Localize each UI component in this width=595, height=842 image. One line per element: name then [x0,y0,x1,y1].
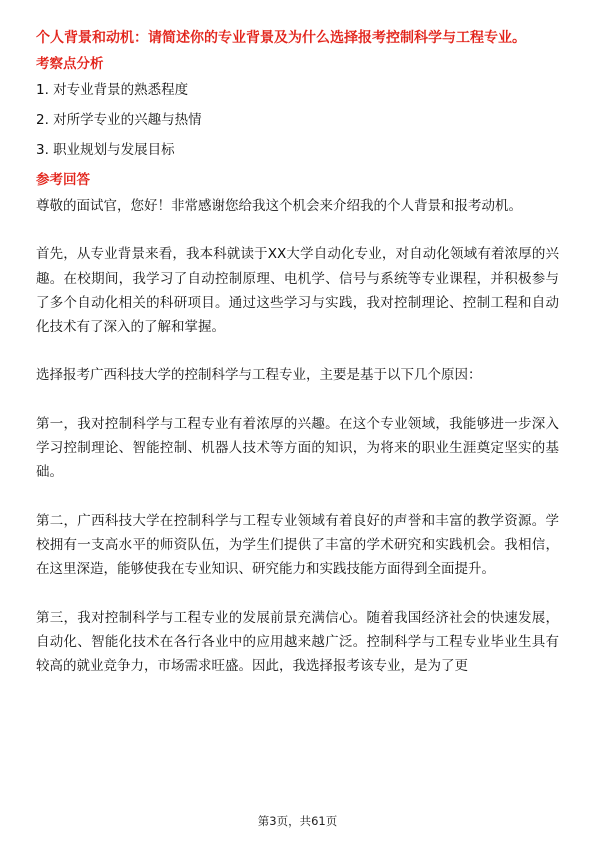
answer-paragraph: 尊敬的面试官，您好！非常感谢您给我这个机会来介绍我的个人背景和报考动机。 [36,198,522,214]
answer-paragraph: 选择报考广西科技大学的控制科学与工程专业，主要是基于以下几个原因： [36,367,482,384]
answer-paragraph: 首先，从专业背景来看，我本科就读于XX大学自动化专业，对自动化领域有着浓厚的兴趣。在校期间，我学习了自动控制原理、电机学、信号与系统等专业课程，并积极参与了多个自动化相关的科研项目。通过这些学习与实践，我对控制理论、控制工程和自动化技术有了深入的了解和掌握。 [36,246,559,336]
answer-paragraph: 第三，我对控制科学与工程专业的发展前景充满信心。随着我国经济社会的快速发展，自动化、智能化技术在各行各业中的应用越来越广泛。控制科学与工程专业毕业生具有较高的就业竞争力，市场需求旺盛。因此，我选择报考该专业，是为了更 [36,609,559,675]
analysis-point: 1. 对专业背景的熟悉程度 [36,82,189,98]
question-heading: 个人背景和动机：请简述你的专业背景及为什么选择报考控制科学与工程专业。 [36,30,526,46]
analysis-point: 2. 对所学专业的兴趣与热情 [36,112,202,128]
answer-title: 参考回答 [36,172,90,188]
analysis-title: 考察点分析 [36,56,104,72]
answer-paragraph: 第二，广西科技大学在控制科学与工程专业领域有着良好的声誉和丰富的教学资源。学校拥有一支高水平的师资队伍，为学生们提供了丰富的学术研究和实践机会。我相信，在这里深造，能够使我在专业知识、研究能力和实践技能方面得到全面提升。 [36,512,559,578]
answer-paragraph: 第一，我对控制科学与工程专业有着浓厚的兴趣。在这个专业领域，我能够进一步深入学习控制理论、智能控制、机器人技术等方面的知识，为将来的职业生涯奠定坚实的基础。 [36,415,559,481]
analysis-point: 3. 职业规划与发展目标 [36,142,175,158]
page-footer: 第3页，共61页 [257,814,338,828]
